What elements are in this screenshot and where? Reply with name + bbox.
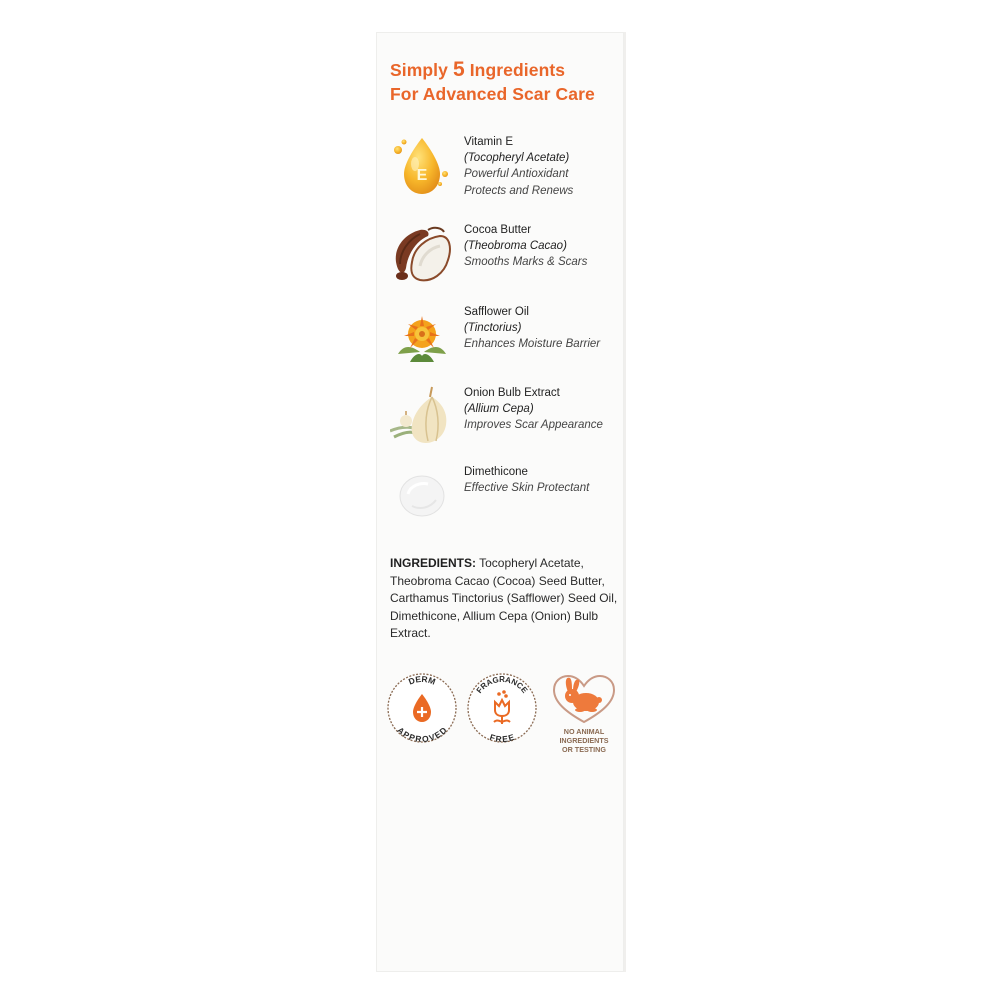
ingredient-latin: (Theobroma Cacao) xyxy=(464,240,567,253)
headline-prefix: Simply xyxy=(390,60,453,80)
headline xyxy=(390,58,630,106)
fragrance-free-badge xyxy=(466,672,538,744)
animal-line2: INGREDIENTS xyxy=(559,736,609,745)
ingredients-statement xyxy=(390,555,626,643)
ingredient-desc: Smooths Marks & Scars xyxy=(464,256,588,269)
ingredient-name: Vitamin E xyxy=(464,136,514,148)
animal-line1: NO ANIMAL xyxy=(563,727,605,736)
derm-approved-badge xyxy=(386,672,458,744)
no-animal-testing-badge xyxy=(546,672,622,756)
animal-line3: OR TESTING xyxy=(562,745,606,754)
ingredient-name: Dimethicone xyxy=(464,466,528,478)
onion-icon xyxy=(390,385,454,449)
ingredient-safflower-oil xyxy=(390,304,630,374)
vitamin-e-drop-icon xyxy=(390,134,454,198)
derm-top-text: DERM xyxy=(406,673,437,687)
ingredient-onion-extract xyxy=(390,385,630,455)
ingredient-desc: Effective Skin Protectant xyxy=(464,482,590,495)
ingredient-latin: (Allium Cepa) xyxy=(464,403,534,416)
gel-drop-icon xyxy=(390,464,454,528)
bunny-heart-icon xyxy=(554,676,614,722)
ingredient-desc: Enhances Moisture Barrier xyxy=(464,338,601,351)
cocoa-pod-icon xyxy=(390,222,454,286)
headline-line2: For Advanced Scar Care xyxy=(390,84,595,104)
derm-bottom-text: APPROVED xyxy=(395,725,449,744)
ingredient-name: Cocoa Butter xyxy=(464,224,532,236)
ingredient-latin: (Tocopheryl Acetate) xyxy=(464,152,570,165)
ingredient-dimethicone xyxy=(390,464,630,534)
headline-suffix: Ingredients xyxy=(464,60,566,80)
safflower-icon xyxy=(390,304,454,368)
headline-number: 5 xyxy=(452,58,465,81)
ingredient-desc-2: Protects and Renews xyxy=(464,184,574,197)
vitamin-e-letter: E xyxy=(416,167,428,184)
ingredient-latin: (Tinctorius) xyxy=(464,322,522,335)
ingredients-text: Tocopheryl Acetate, Theobroma Cacao (Cocoa) Seed Butter, Carthamus Tinctorius (Safflower) Seed Oil, Dimethicone, Allium Cepa (Onion) Bulb Extract. xyxy=(390,556,618,640)
ingredient-desc: Powerful Antioxidant xyxy=(464,168,569,181)
ingredient-name: Safflower Oil xyxy=(464,306,529,318)
fragrance-bottom-text: FREE xyxy=(488,731,516,744)
fragrance-top-text: FRAGRANCE xyxy=(474,675,530,695)
ingredient-vitamin-e xyxy=(390,134,630,204)
ingredient-cocoa-butter xyxy=(390,222,630,292)
ingredient-name: Onion Bulb Extract xyxy=(464,387,560,399)
ingredient-desc: Improves Scar Appearance xyxy=(464,419,603,432)
ingredients-label: INGREDIENTS: xyxy=(390,556,477,570)
